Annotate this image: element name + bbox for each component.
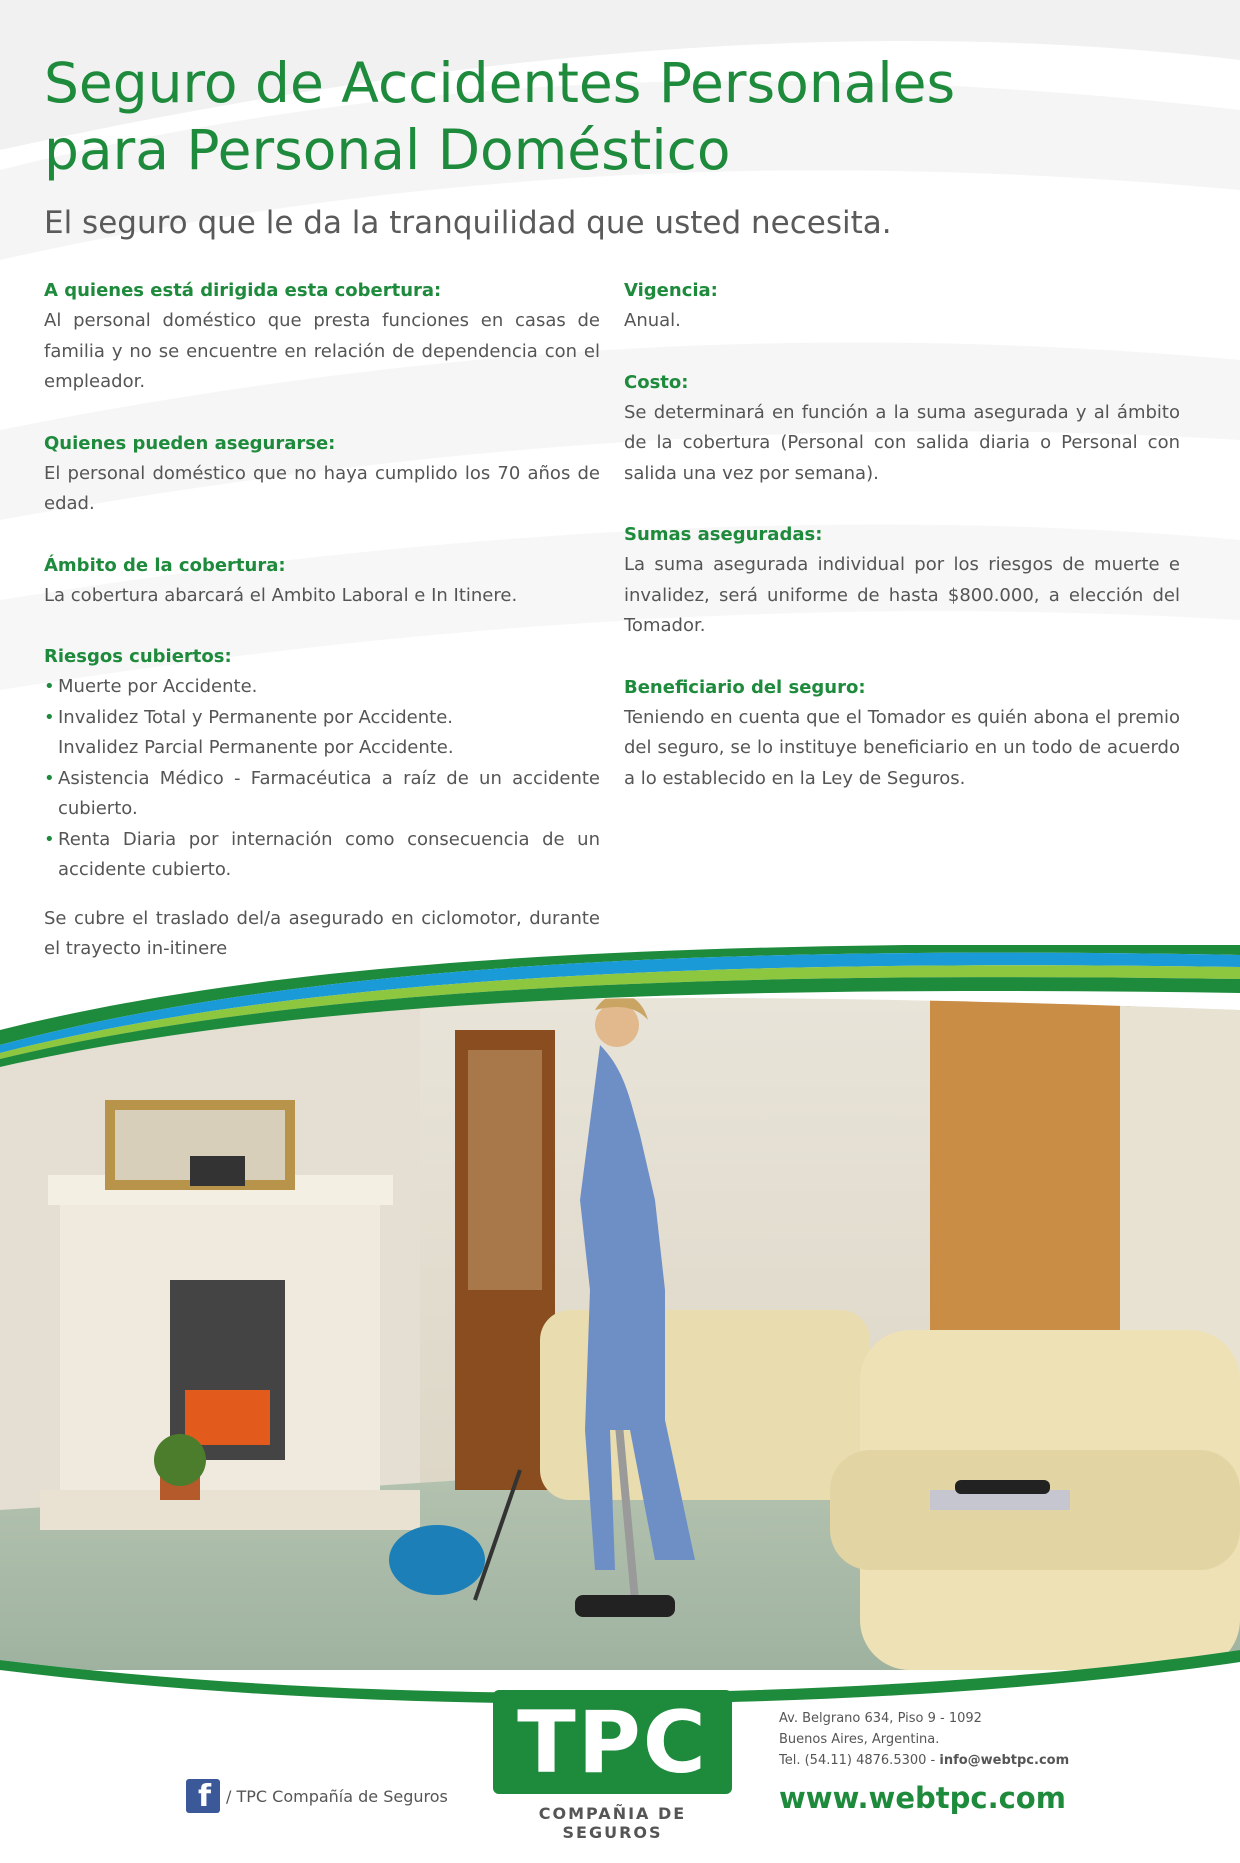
closing-note: Se cubre el traslado del/a asegurado en ciclomotor, durante el trayecto in-itinere (44, 907, 600, 959)
section-beneficiario (624, 673, 1180, 795)
section-ambito (44, 551, 600, 612)
list-item-text: Invalidez Total y Permanente por Accidente. (58, 706, 453, 728)
section-costo (624, 368, 1180, 490)
logo-subtitle: COMPAÑIA DE SEGUROS (538, 1804, 687, 1842)
list-item-text: Renta Diaria por internación como consecuencia de un accidente cubierto. (58, 828, 600, 880)
bullet-dot: • (44, 706, 55, 728)
section-heading: Costo: (624, 371, 689, 393)
section-heading: Vigencia: (624, 280, 718, 301)
list-item-text: Asistencia Médico - Farmacéutica a raíz de un accidente cubierto. (58, 767, 600, 819)
bullet-dot: • (44, 828, 55, 850)
logo-letters: TPC (517, 1693, 708, 1793)
list-item (44, 825, 600, 886)
section-body: El personal doméstico que no haya cumplido los 70 años de edad. (44, 462, 600, 514)
section-heading: Sumas aseguradas: (624, 524, 823, 545)
facebook-link[interactable] (186, 1779, 448, 1813)
risk-list (44, 672, 600, 886)
section-dirigida (44, 276, 600, 398)
phone-line (779, 1750, 1069, 1771)
section-heading: Ámbito de la cobertura: (44, 554, 286, 576)
right-column (624, 276, 1180, 825)
left-column (44, 276, 600, 996)
list-item (44, 703, 600, 764)
list-item (44, 672, 600, 703)
top-color-bands (0, 945, 1240, 1075)
email-link[interactable]: info@webtpc.com (939, 1753, 1070, 1768)
section-heading: Quienes pueden asegurarse: (44, 432, 336, 454)
section-body: Al personal doméstico que presta funciones en casas de familia y no se encuentre en relación de dependencia con el empleador. (44, 310, 600, 392)
section-sumas (624, 520, 1180, 642)
section-body: Se determinará en función a la suma asegurada y al ámbito de la cobertura (Personal con salida diaria o Personal con salida una vez por semana). (624, 401, 1180, 484)
bullet-dot: • (44, 676, 55, 697)
section-vigencia (624, 276, 1180, 337)
section-body: Anual. (624, 310, 681, 331)
section-heading: A quienes está dirigida esta cobertura: (44, 280, 442, 301)
address-line-1: Av. Belgrano 634, Piso 9 - 1092 (779, 1711, 982, 1726)
phone-text: Tel. (54.11) 4876.5300 - (779, 1753, 940, 1768)
title-line-2: para Personal Doméstico (44, 118, 731, 182)
section-riesgos (44, 642, 600, 965)
tpc-logo (493, 1690, 732, 1794)
section-body: Teniendo en cuenta que el Tomador es quién abona el premio del seguro, se lo instituye beneficiario en un todo de acuerdo a lo establecido en la Ley de Seguros. (624, 706, 1180, 789)
section-asegurarse (44, 429, 600, 520)
page-title (44, 50, 1194, 184)
page-subtitle: El seguro que le da la tranquilidad que usted necesita. (44, 205, 892, 241)
section-heading: Riesgos cubiertos: (44, 646, 232, 667)
website-link[interactable]: www.webtpc.com (779, 1781, 1066, 1815)
bullet-dot: • (44, 767, 55, 789)
list-item-text: Muerte por Accidente. (58, 676, 258, 697)
list-item (44, 764, 600, 825)
section-heading: Beneficiario del seguro: (624, 676, 866, 698)
section-body: La cobertura abarcará el Ambito Laboral e In Itinere. (44, 584, 518, 606)
contact-address (779, 1708, 1069, 1771)
facebook-icon: f (186, 1779, 220, 1813)
list-item-subtext: Invalidez Parcial Permanente por Accidente. (58, 737, 454, 758)
title-line-1: Seguro de Accidentes Personales (44, 51, 956, 115)
section-body: La suma asegurada individual por los riesgos de muerte e invalidez, será uniforme de hasta $800.000, a elección del Tomador. (624, 554, 1180, 636)
facebook-text: / TPC Compañía de Seguros (226, 1786, 448, 1806)
address-line-2: Buenos Aires, Argentina. (779, 1732, 940, 1747)
